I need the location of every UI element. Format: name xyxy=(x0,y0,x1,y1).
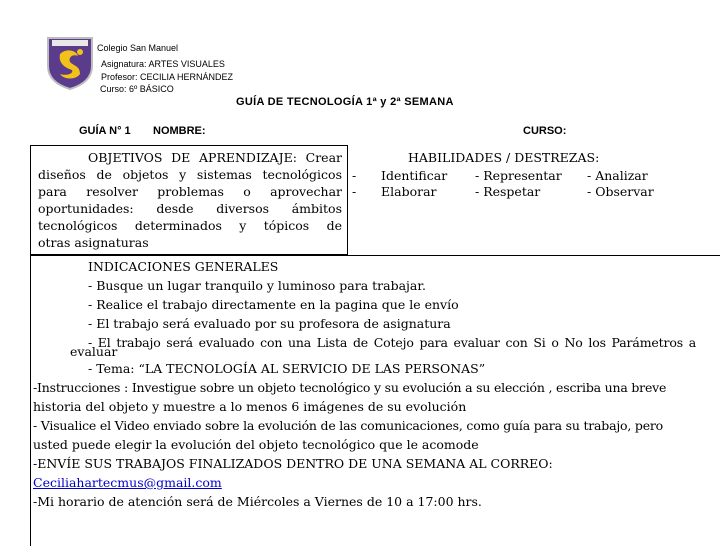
schedule-line: -Mi horario de atención será de Miércoles a Viernes de 10 a 17:00 hrs. xyxy=(33,494,482,509)
email-link[interactable]: Ceciliahartecmus@gmail.com xyxy=(33,475,222,490)
skill-item: - Observar xyxy=(587,184,654,199)
instruction-item: - Busque un lugar tranquilo y luminoso para trabajar. xyxy=(88,278,426,293)
teacher-label: Profesor: CECILIA HERNÁNDEZ xyxy=(101,72,234,82)
subject-label: Asignatura: ARTES VISUALES xyxy=(101,59,225,69)
instructions-title: INDICACIONES GENERALES xyxy=(88,259,279,274)
objectives-text xyxy=(38,149,342,251)
name-label: NOMBRE: xyxy=(153,125,206,137)
course-label: Curso: 6º BÁSICO xyxy=(100,84,174,94)
body-line: historia del objeto y muestre a lo menos 6 imágenes de su evolución xyxy=(33,399,467,414)
instruction-item: - El trabajo será evaluado por su profesora de asignatura xyxy=(88,316,451,331)
skill-item: Elaborar xyxy=(381,184,437,199)
school-name: Colegio San Manuel xyxy=(97,43,179,53)
school-crest-icon xyxy=(46,36,94,90)
skill-item: Identificar xyxy=(381,168,448,183)
instruction-item: evaluar xyxy=(70,344,118,359)
objectives-line: tecnológicos determinados y tópicos de xyxy=(38,218,342,233)
instruction-item: - El trabajo será evaluado con una Lista de Cotejo para evaluar con Si o No los Parámetros a xyxy=(88,335,696,350)
skills-title: HABILIDADES / DESTREZAS: xyxy=(408,150,600,165)
objectives-line: diseños de objetos y sistemas tecnológicos xyxy=(38,167,342,182)
objectives-line: OBJETIVOS DE APRENDIZAJE: Crear xyxy=(88,150,342,165)
body-line: -Instrucciones : Investigue sobre un objeto tecnológico y su evolución a su elección , escriba una breve xyxy=(33,380,667,395)
objectives-line: oportunidades: desde diversos ámbitos xyxy=(38,201,342,216)
body-line: usted puede elegir la evolución del objeto tecnológico que le acomode xyxy=(33,437,479,452)
skills-dash: - xyxy=(352,184,357,199)
objectives-line: para resolver problemas o aprovechar xyxy=(38,184,342,199)
skills-dash: - xyxy=(352,168,357,183)
topic-line: - Tema: “LA TECNOLOGÍA AL SERVICIO DE LAS PERSONAS” xyxy=(88,361,486,376)
objectives-line: otras asignaturas xyxy=(38,235,149,250)
guide-title: GUÍA DE TECNOLOGÍA 1ª y 2ª SEMANA xyxy=(236,96,454,108)
instruction-item: - Realice el trabajo directamente en la pagina que le envío xyxy=(88,297,459,312)
skill-item: - Representar xyxy=(475,168,562,183)
body-line: -ENVÍE SUS TRABAJOS FINALIZADOS DENTRO DE UNA SEMANA AL CORREO: xyxy=(33,456,553,471)
guide-number: GUÍA N° 1 xyxy=(79,125,131,137)
course-field-label: CURSO: xyxy=(523,125,567,137)
skill-item: - Respetar xyxy=(475,184,541,199)
skill-item: - Analizar xyxy=(587,168,648,183)
body-line: - Visualice el Video enviado sobre la evolución de las comunicaciones, como guía para su trabajo, pero xyxy=(33,418,663,433)
